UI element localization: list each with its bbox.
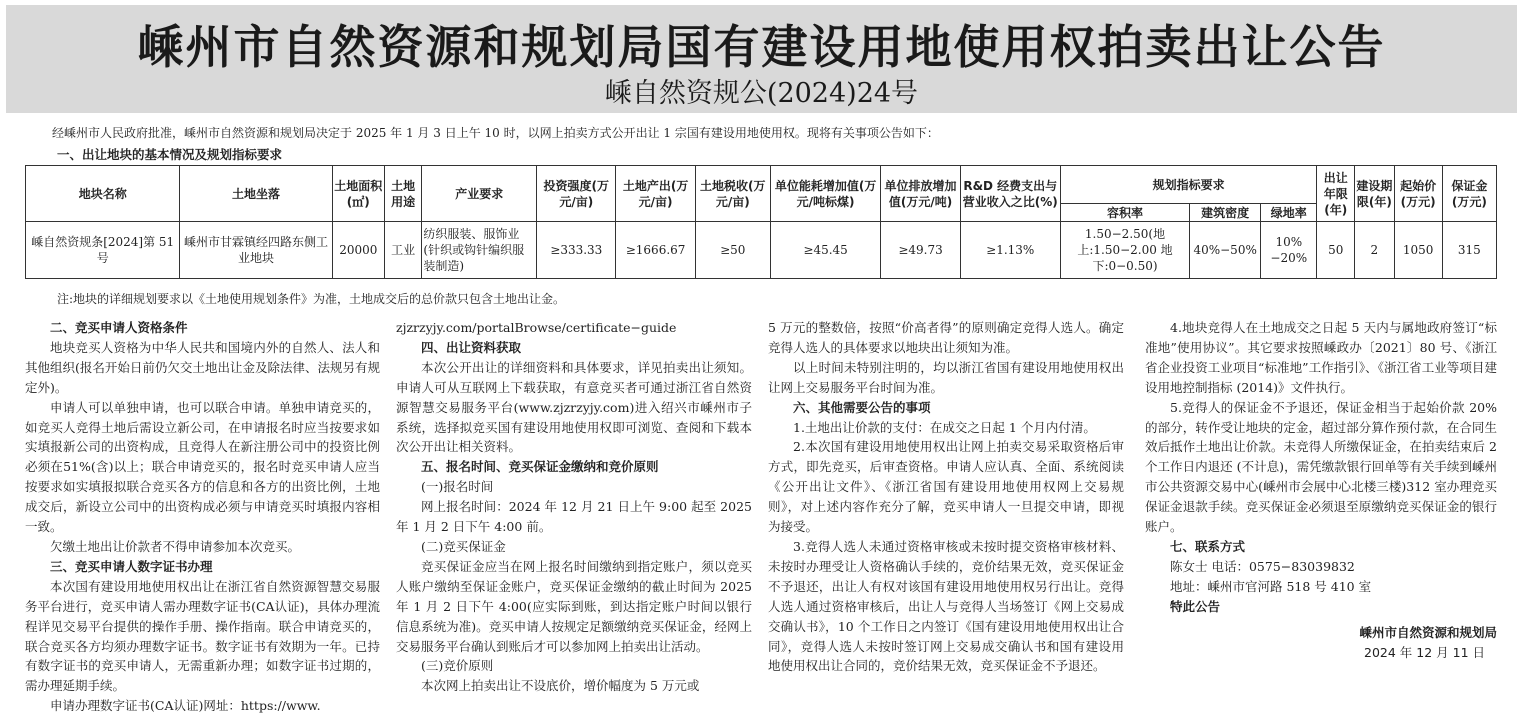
paragraph: 4.地块竞得人在土地成交之日起 5 天内与属地政府签订“标准地”使用协议”。其它要求按照嵊政办〔2021〕80 号、《浙江省企业投资工业项目“标准地”工作指引》、《浙江省工业等项目建设用地控制指标 (2014)》文件执行。 [1145,320,1497,395]
th-density: 建筑密度 [1190,204,1261,222]
th-area: 土地面积(㎡) [332,166,384,222]
cell-far: 1.50−2.50(地上:1.50−2.00 地下:0−0.50) [1060,222,1189,279]
document-number: 嵊自然资规公(2024)24号 [604,78,919,109]
subheading: (一)报名时间 [421,479,494,495]
header-banner [6,5,1517,113]
issue-date: 2024 年 12 月 11 日 [1364,644,1485,660]
subheading: (二)竞买保证金 [421,538,506,554]
cell-invest: ≥333.33 [537,222,616,279]
paragraph: 3.竞得人选人未通过资格审核或未按时提交资格审核材料、未按时办理受让人资格确认手续的，竞价结果无效，竞买保证金不予退还，出让人有权对该国有建设用地使用权另行出让。竞得人选人通过资格审核后，出让人与竞得人当场签订《网上交易成交确认书》，10 个工作日之内签订《国有建设用地使用权出让合同》，竞得人选人未按时签订网上交易成交确认书和国有建设用地使用权出让合同的，竞价结果无效，竞买保证金不予退还。 [768,538,1124,674]
cell-green: 10%−20% [1261,222,1317,279]
th-output: 土地产出(万元/亩) [616,166,695,222]
th-planning: 规划指标要求 [1060,166,1317,204]
th-green: 绿地率 [1261,204,1317,222]
th-rd: R&D 经费支出与营业收入之比(%) [960,166,1060,222]
paragraph: 申请办理数字证书(CA认证)网址：https://www. [50,698,321,714]
cell-area: 20000 [332,222,384,279]
intro-text: 经嵊州市人民政府批准，嵊州市自然资源和规划局决定于 2025 年 1 月 3 日上午 10 时，以网上拍卖方式公开出让 1 宗国有建设用地使用权。现将有关事项公告如下： [52,126,939,140]
paragraph: 欠缴土地出让价款者不得申请参加本次竞买。 [50,538,301,554]
paragraph: zjzrzyjy.com/portalBrowse/certificate−guide [396,320,677,335]
paragraph: 1.土地出让价款的支付：在成交之日起 1 个月内付清。 [793,419,1096,435]
contact-phone: 陈女士 电话：0575−83039832 [1170,558,1355,574]
cell-tax: ≥50 [695,222,770,279]
cell-energy: ≥45.45 [770,222,881,279]
section2-title: 二、竞买申请人资格条件 [50,320,188,335]
contact-address: 地址：嵊州市官河路 518 号 410 室 [1170,578,1372,594]
cell-density: 40%−50% [1190,222,1261,279]
th-invest: 投资强度(万元/亩) [537,166,616,222]
cell-name: 嵊自然资规条[2024]第 51 号 [26,222,180,279]
column-1 [25,318,380,716]
section3-title: 三、竞买申请人数字证书办理 [50,558,213,574]
th-start: 起始价(万元) [1394,166,1442,222]
paragraph: 本次网上拍卖出让不设底价，增价幅度为 5 万元或 [421,678,700,694]
paragraph: 2.本次国有建设用地使用权出让网上拍卖交易采取资格后审方式，即先竞买，后审查资格。申请人应认真、全面、系统阅读《公开出让文件》、《浙江省国有建设用地使用权网上交易规则》，对上述内容作充分了解，竞买申请人一旦提交申请，即视为接受。 [768,439,1124,535]
cell-location: 嵊州市甘霖镇经四路东侧工业地块 [180,222,332,279]
cell-output: ≥1666.67 [616,222,695,279]
land-table [25,165,1497,279]
cell-start: 1050 [1394,222,1442,279]
paragraph: 地块竞买人资格为中华人民共和国境内外的自然人、法人和其他组织(报名开始日前仍欠交土地出让金及除法律、法规另有规定外)。 [25,339,380,395]
paragraph: 网上报名时间：2024 年 12 月 21 日上午 9:00 起至 2025 年 1 月 2 日下午 4:00 前。 [396,499,752,535]
section6-title: 六、其他需要公告的事项 [793,399,931,415]
cell-industry: 纺织服装、服饰业(针织或钩针编织服装制造) [422,222,537,279]
th-deposit: 保证金(万元) [1442,166,1496,222]
th-industry: 产业要求 [422,166,537,222]
th-name: 地块名称 [26,166,180,222]
page-title: 嵊州市自然资源和规划局国有建设用地使用权拍卖出让公告 [137,20,1386,74]
section5-title: 五、报名时间、竞买保证金缴纳和竞价原则 [421,459,659,475]
cell-emission: ≥49.73 [881,222,960,279]
paragraph: 以上时间未特别注明的，均以浙江省国有建设用地使用权出让网上交易服务平台时间为准。 [768,359,1124,395]
th-energy: 单位能耗增加值(万元/吨标煤) [770,166,881,222]
column-4 [1145,318,1497,662]
th-location: 土地坐落 [180,166,332,222]
paragraph: 本次公开出让的详细资料和具体要求，详见拍卖出让须知。申请人可从互联网上下载获取，有意竞买者可通过浙江省自然资源智慧交易服务平台(www.zjzrzyjy.com)进入绍兴市嵊州市子系统，选择拟竞买国有建设用地使用权即可浏览、查阅和下载本次公开出让相关资料。 [396,359,752,455]
th-tax: 土地税收(万元/亩) [695,166,770,222]
cell-build: 2 [1355,222,1395,279]
column-3 [768,318,1124,676]
table-row [26,222,1497,279]
th-term: 出让年限(年) [1317,166,1355,222]
cell-deposit: 315 [1442,222,1496,279]
paragraph: 5 万元的整数倍，按照“价高者得”的原则确定竞得人选人。确定竞得人选人的具体要求以地块出让须知为准。 [768,320,1124,355]
cell-use: 工业 [384,222,422,279]
th-use: 土地用途 [384,166,422,222]
cell-rd: ≥1.13% [960,222,1060,279]
issuer-org: 嵊州市自然资源和规划局 [1359,624,1497,640]
paragraph: 竞买保证金应当在网上报名时间缴纳到指定账户，须以竞买人账户缴纳至保证金账户，竞买保证金缴纳的截止时间为 2025 年 1 月 2 日下午 4:00(应实际到账，到达指定账户时间以银行信息系统为准)。竞买申请人按规定足额缴纳竞买保证金，经网上交易服务平台确认到账后才可以参加网上拍卖出让活动。 [396,558,752,654]
closing-text: 特此公告 [1170,598,1221,614]
th-build: 建设期限(年) [1355,166,1395,222]
th-emission: 单位排放增加值(万元/吨) [881,166,960,222]
section4-title: 四、出让资料获取 [421,339,522,355]
paragraph: 5.竞得人的保证金不予退还，保证金相当于起始价款 20%的部分，转作受让地块的定金，超过部分算作预付款，在合同生效后抵作土地出让价款。未竞得人所缴保证金，在拍卖结束后 2 个工作日内退还 (不计息)，需凭缴款银行回单等有关手续到嵊州市公共资源交易中心(嵊州市会展中心北楼三楼)312 室办理竞买保证金退款手续。竞买保证金必须退至原缴纳竞买保证金的银行账户。 [1145,399,1497,535]
paragraph: 本次国有建设用地使用权出让在浙江省自然资源智慧交易服务平台进行，竞买申请人需办理数字证书(CA认证)，具体办理流程详见交易平台提供的操作手册、操作指南。联合申请竞买的，联合竞买各方均须办理数字证书。数字证书有效期为一年。已持有数字证书的竞买申请人，无需重新办理；如数字证书过期的，需办理延期手续。 [25,578,380,694]
paragraph: 申请人可以单独申请，也可以联合申请。单独申请竞买的，如竞买人竞得土地后需设立新公司，在申请报名时应当按要求如实填报新公司的出资构成，且竞得人在新注册公司中的投资比例必须在51%(含)以上；联合申请竞买的，报名时竞买申请人应当按要求如实填报拟联合竞买各方的信息和各方的出资比例，土地成交后，新设立公司中的出资构成必须与申请竞买时填报内容相一致。 [25,399,380,535]
column-2 [396,318,752,696]
section1-title: 一、出让地块的基本情况及规划指标要求 [57,147,283,162]
th-far: 容积率 [1060,204,1189,222]
cell-term: 50 [1317,222,1355,279]
table-note: 注:地块的详细规划要求以《土地使用规划条件》为准，土地成交后的总价款只包含土地出让金。 [57,292,566,306]
section7-title: 七、联系方式 [1170,538,1246,554]
subheading: (三)竞价原则 [421,658,494,674]
